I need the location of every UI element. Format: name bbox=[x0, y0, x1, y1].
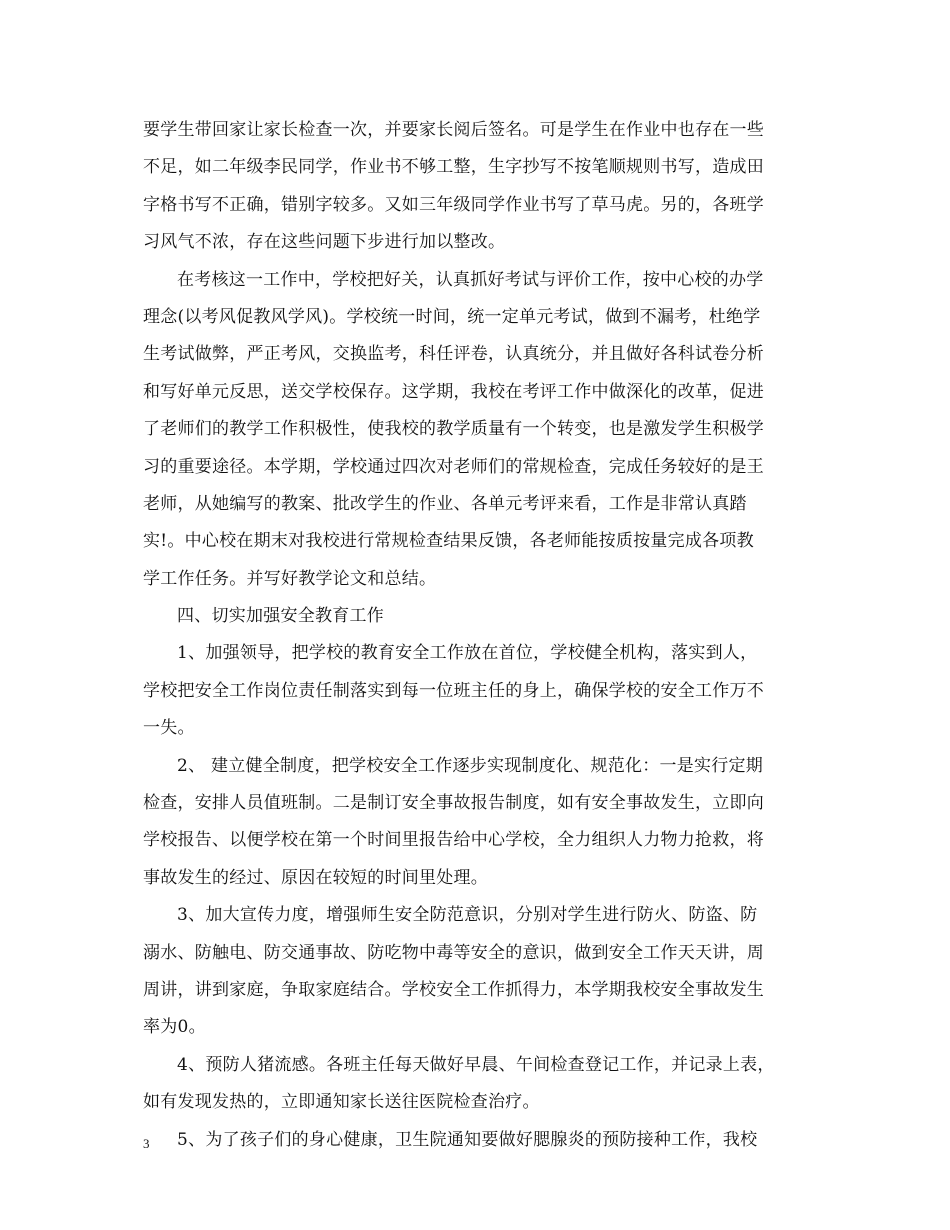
paragraph-start-line: 3、加大宣传力度，增强师生安全防范意识，分别对学生进行防火、防盗、防 bbox=[177, 905, 758, 926]
paragraph-start-line: 4、预防人猪流感。各班主任每天做好早晨、午间检查登记工作，并记录上表， bbox=[177, 1054, 775, 1075]
text-line: 要学生带回家让家长检查一次，并要家长阅后签名。可是学生在作业中也存在一些 bbox=[143, 120, 764, 140]
text-line: 学校把安全工作岗位责任制落实到每一位班主任的身上，确保学校的安全工作万不 bbox=[143, 680, 764, 701]
text-line: 周讲，讲到家庭，争取家庭结合。学校安全工作抓得力，本学期我校安全事故发生 bbox=[143, 979, 764, 1000]
text-line: 率为0。 bbox=[143, 1017, 206, 1038]
paragraph-start-line: 在考核这一工作中，学校把好关，认真抓好考试与评价工作，按中心校的办学 bbox=[177, 269, 764, 290]
text-line: 溺水、防触电、防交通事故、防吃物中毒等安全的意识，做到安全工作天天讲，周 bbox=[143, 942, 764, 963]
paragraph-start-line: 2、 建立健全制度，把学校安全工作逐步实现制度化、规范化：一是实行定期 bbox=[177, 755, 763, 776]
text-line: 生考试做弊，严正考风，交换监考，科任评卷，认真统分，并且做好各科试卷分析 bbox=[143, 344, 764, 365]
text-line: 理念(以考风促教风学风)。学校统一时间，统一定单元考试，做到不漏考，杜绝学 bbox=[143, 306, 761, 327]
text-line: 了老师们的教学工作积极性，使我校的教学质量有一个转变，也是激发学生积极学 bbox=[143, 419, 764, 440]
paragraph-start-line: 5、为了孩子们的身心健康，卫生院通知要做好腮腺炎的预防接种工作，我校 bbox=[177, 1129, 758, 1150]
text-line: 老师，从她编写的教案、批改学生的作业、各单元考评来看，工作是非常认真踏 bbox=[143, 493, 747, 514]
text-line: 一失。 bbox=[143, 718, 195, 739]
text-line: 习风气不浓，存在这些问题下步进行加以整改。 bbox=[143, 232, 506, 253]
section-heading: 四、切实加强安全教育工作 bbox=[177, 606, 384, 627]
text-line: 习的重要途径。本学期，学校通过四次对老师们的常规检查，完成任务较好的是王 bbox=[143, 456, 764, 477]
page-number: 3 bbox=[143, 1136, 150, 1151]
text-line: 学工作任务。并写好教学论文和总结。 bbox=[143, 568, 437, 589]
text-line: 学校报告、以便学校在第一个时间里报告给中心学校，全力组织人力物力抢救，将 bbox=[143, 830, 764, 851]
text-line: 检查，安排人员值班制。二是制订安全事故报告制度，如有安全事故发生，立即向 bbox=[143, 793, 764, 814]
paragraph-start-line: 1、加强领导，把学校的教育安全工作放在首位，学校健全机构，落实到人， bbox=[177, 643, 758, 664]
text-line: 和写好单元反思，送交学校保存。这学期，我校在考评工作中做深化的改革，促进 bbox=[143, 381, 764, 402]
text-line: 不足，如二年级李民同学，作业书不够工整，生字抄写不按笔顺规则书写，造成田 bbox=[143, 157, 764, 178]
text-line: 实!。中心校在期末对我校进行常规检查结果反馈，各老师能按质按量完成各项教 bbox=[143, 531, 754, 552]
text-line: 字格书写不正确，错别字较多。又如三年级同学作业书写了草马虎。另的，各班学 bbox=[143, 194, 764, 215]
text-line: 事故发生的经过、原因在较短的时间里处理。 bbox=[143, 867, 488, 888]
document-body bbox=[143, 112, 815, 1159]
text-line: 如有发现发热的，立即通知家长送往医院检查治疗。 bbox=[143, 1092, 540, 1113]
